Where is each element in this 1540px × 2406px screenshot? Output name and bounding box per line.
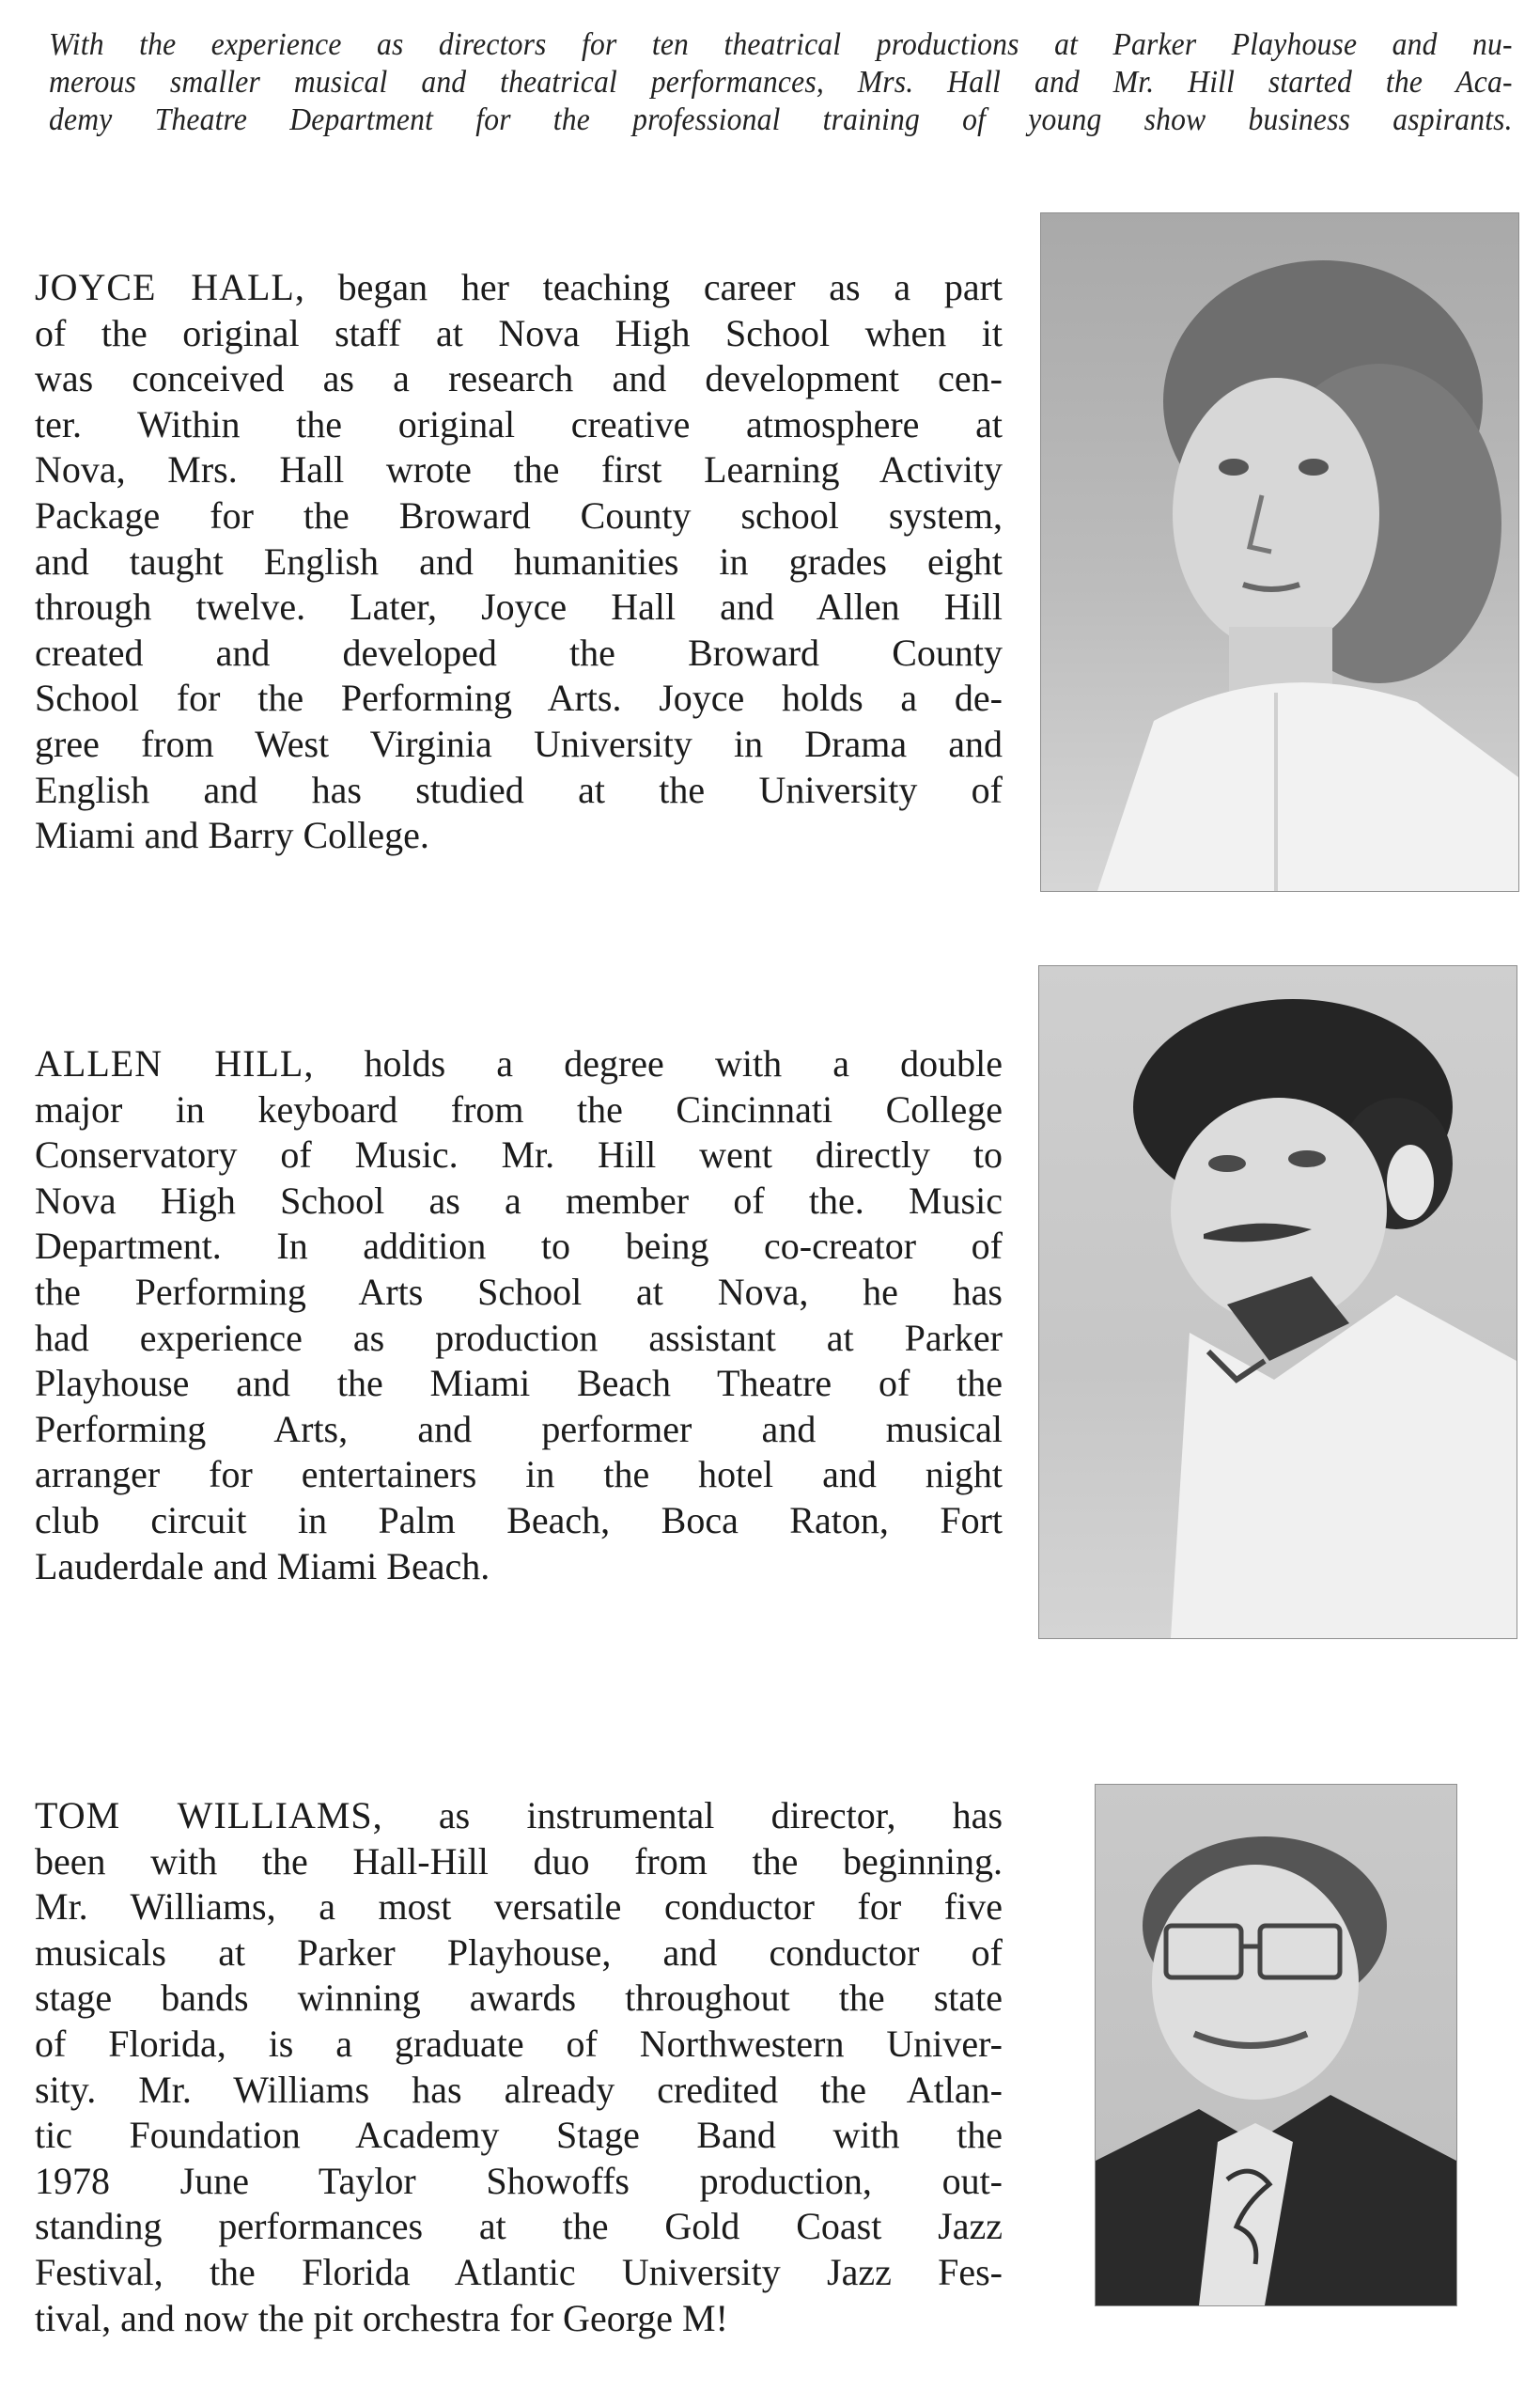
bio-line: had experience as production assistant at Parker: [35, 1316, 1003, 1359]
bio-line: club circuit in Palm Beach, Boca Raton, Fort: [35, 1498, 1003, 1541]
bio-tom-williams: [35, 1793, 1003, 2341]
bio-line: was conceived as a research and development cen-: [35, 357, 1003, 400]
bio-line: Package for the Broward County school system,: [35, 493, 1003, 537]
bio-line: ter. Within the original creative atmosphere at: [35, 402, 1003, 445]
bio-line: the Performing Arts School at Nova, he has: [35, 1270, 1003, 1313]
portrait-photo-joyce-hall: [1040, 212, 1519, 892]
bio-line: major in keyboard from the Cincinnati College: [35, 1087, 1003, 1131]
bio-line: created and developed the Broward County: [35, 631, 1003, 674]
portrait-photo-allen-hill: [1038, 965, 1517, 1639]
portrait-photo-tom-williams: [1095, 1784, 1457, 2306]
bio-text: , holds a degree with a double: [303, 1042, 1003, 1085]
bio-line: Miami and Barry College.: [35, 814, 429, 857]
portrait-tom-illustration: [1096, 1785, 1456, 2305]
intro-line: With the experience as directors for ten theatrical productions at Parker Playhouse and nu-: [49, 27, 1513, 62]
bio-line: standing performances at the Gold Coast Jazz: [35, 2205, 1003, 2248]
bio-line: and taught English and humanities in grades eight: [35, 539, 1003, 583]
bio-line: Performing Arts, and performer and musical: [35, 1407, 1003, 1450]
bio-line: Festival, the Florida Atlantic University Jazz Fes-: [35, 2250, 1003, 2293]
bio-first-line: [35, 1793, 1003, 1839]
bio-name: TOM WILLIAMS: [35, 1794, 373, 1836]
bio-line: been with the Hall-Hill duo from the beginning.: [35, 1839, 1003, 1883]
bio-line: Nova, Mrs. Hall wrote the first Learning Activity: [35, 448, 1003, 492]
bio-name: ALLEN HILL: [35, 1042, 304, 1085]
bio-allen-hill: [35, 1041, 1003, 1589]
bio-line: of Florida, is a graduate of Northwestern Univer-: [35, 2022, 1003, 2065]
bio-name: JOYCE HALL: [35, 266, 295, 308]
portrait-joyce-illustration: [1041, 213, 1518, 891]
bio-line: 1978 June Taylor Showoffs production, out-: [35, 2159, 1003, 2202]
bio-line: tival, and now the pit orchestra for George M!: [35, 2296, 728, 2339]
bio-line: School for the Performing Arts. Joyce holds a de-: [35, 677, 1003, 720]
bio-line: through twelve. Later, Joyce Hall and Allen Hill: [35, 586, 1003, 629]
bio-line: tic Foundation Academy Stage Band with the: [35, 2114, 1003, 2157]
bio-line: musicals at Parker Playhouse, and conductor of: [35, 1930, 1003, 1974]
bio-first-line: [35, 265, 1003, 311]
portrait-allen-illustration: [1039, 966, 1517, 1638]
bio-joyce-hall: [35, 265, 1003, 859]
intro-line: merous smaller musical and theatrical performances, Mrs. Hall and Mr. Hill started the Aca-: [49, 65, 1513, 100]
bio-line: Nova High School as a member of the. Music: [35, 1179, 1003, 1222]
bio-line: Playhouse and the Miami Beach Theatre of the: [35, 1362, 1003, 1405]
intro-paragraph: [49, 26, 1513, 139]
bio-line: Conservatory of Music. Mr. Hill went directly to: [35, 1133, 1003, 1177]
bio-text: , as instrumental director, has: [372, 1794, 1003, 1836]
intro-line: demy Theatre Department for the professional training of young show business aspirants.: [49, 102, 1513, 137]
bio-line: gree from West Virginia University in Drama and: [35, 722, 1003, 765]
bio-line: arranger for entertainers in the hotel and night: [35, 1453, 1003, 1496]
bio-line: Mr. Williams, a most versatile conductor for five: [35, 1885, 1003, 1929]
bio-line: Lauderdale and Miami Beach.: [35, 1544, 490, 1587]
bio-line: English and has studied at the University of: [35, 768, 1003, 811]
bio-text: , began her teaching career as a part: [294, 266, 1003, 308]
bio-line: of the original staff at Nova High School when it: [35, 311, 1003, 354]
bio-first-line: [35, 1041, 1003, 1087]
bio-line: Department. In addition to being co-creator of: [35, 1225, 1003, 1268]
bio-line: stage bands winning awards throughout the state: [35, 1976, 1003, 2020]
bio-line: sity. Mr. Williams has already credited the Atlan-: [35, 2068, 1003, 2111]
